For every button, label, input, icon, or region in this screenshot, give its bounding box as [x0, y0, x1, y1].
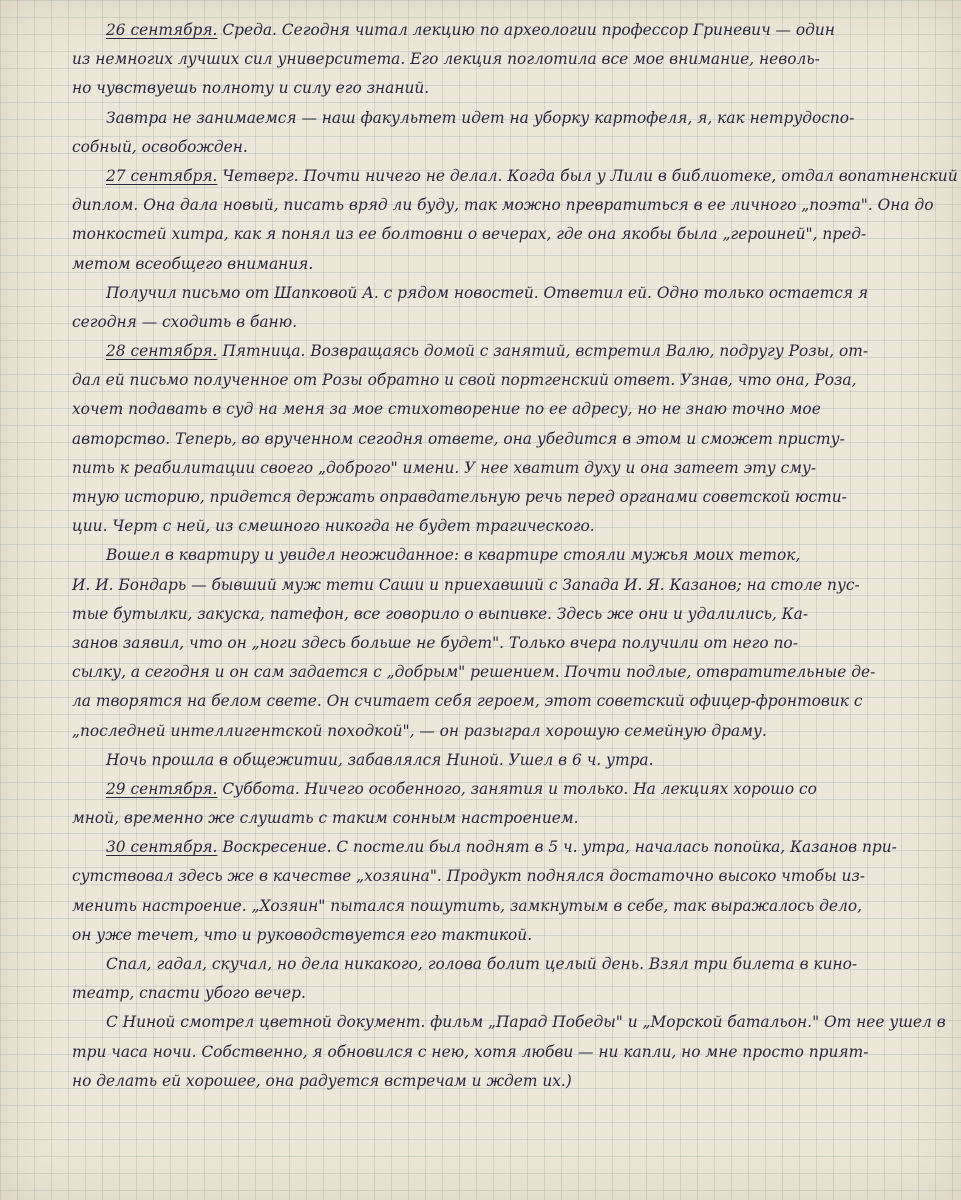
diary-line [72, 104, 878, 133]
diary-line [72, 191, 934, 220]
diary-line [72, 979, 878, 1008]
line-text: мной, временно же слушать с таким сонным настроением. [72, 809, 579, 828]
diary-line [72, 250, 878, 279]
diary-line [72, 425, 878, 454]
diary-line [72, 1008, 946, 1037]
diary-line [72, 16, 878, 45]
handwritten-diary-text [72, 16, 958, 1096]
line-text: Среда. Сегодня читал лекцию по археологии профессор Гриневич — один [217, 21, 835, 39]
diary-line [72, 892, 878, 921]
line-text: тонкостей хитра, как я понял из ее болтовни о вечерах, где она якобы была „героиней", пред- [72, 225, 867, 244]
line-text: метом всеобщего внимания. [72, 254, 314, 273]
line-text: театр, спасти убого вечер. [72, 984, 306, 1003]
diary-line [72, 541, 878, 570]
diary-line [72, 1038, 878, 1067]
line-text: Суббота. Ничего особенного, занятия и только. На лекциях хорошо со [217, 779, 817, 798]
diary-line [72, 600, 878, 629]
diary-line [72, 220, 878, 249]
diary-line [72, 921, 878, 950]
line-text: С Ниной смотрел цветной документ. фильм „Парад Победы" и „Морской батальон." От нее ушел в [106, 1013, 946, 1032]
line-text: он уже течет, что и руководствуется его тактикой. [72, 925, 533, 944]
diary-line [72, 804, 878, 833]
line-text: И. И. Бондарь — бывший муж тети Саши и приехавший с Запада И. Я. Казанов; на столе пус- [72, 575, 860, 594]
line-text: тную историю, придется держать оправдательную речь перед органами советской юсти- [72, 488, 847, 506]
line-text: „последней интеллигентской походкой", — он разыграл хорошую семейную драму. [72, 721, 767, 740]
diary-line [72, 746, 878, 775]
diary-line [72, 162, 958, 191]
diary-line [72, 658, 878, 687]
diary-line [72, 717, 878, 746]
diary-line [72, 512, 878, 541]
diary-line [72, 133, 878, 162]
diary-line [72, 45, 878, 74]
line-text: из немногих лучших сил университета. Его лекция поглотила все мое внимание, неволь- [72, 50, 820, 69]
line-text: хочет подавать в суд на меня за мое стихотворение по ее адресу, но не знаю точно мое [72, 400, 821, 419]
line-text: Получил письмо от Шапковой А. с рядом новостей. Ответил ей. Одно только остается я [106, 283, 869, 302]
diary-line [72, 279, 878, 308]
diary-line [72, 687, 878, 716]
entry-date: 30 сентября. [106, 838, 218, 857]
diary-line [72, 571, 878, 600]
entry-date: 29 сентября. [106, 779, 218, 798]
diary-line [72, 862, 878, 891]
diary-line [72, 950, 878, 979]
line-text: Пятница. Возвращаясь домой с занятий, встретил Валю, подругу Розы, от- [217, 342, 869, 361]
line-text: ла творятся на белом свете. Он считает себя героем, этот советский офицер-фронтовик с [72, 692, 863, 711]
line-text: занов заявил, что он „ноги здесь больше не будет". Только вчера получили от него по- [72, 633, 798, 652]
line-text: но чувствуешь полноту и силу его знаний. [72, 79, 430, 98]
diary-line [72, 74, 878, 103]
line-text: Завтра не занимаемся — наш факультет идет на уборку картофеля, я, как нетрудоспо- [106, 108, 855, 127]
line-text: собный, освобожден. [72, 137, 248, 156]
line-text: тые бутылки, закуска, патефон, все говорило о выпивке. Здесь же они и удалились, Ка- [72, 604, 809, 623]
line-text: менить настроение. „Хозяин" пытался пошутить, замкнутым в себе, так выражалось дело, [72, 896, 863, 915]
diary-line [72, 395, 878, 424]
diary-line [72, 1067, 878, 1096]
line-text: Воскресение. С постели был поднят в 5 ч. утра, началась попойка, Казанов при- [217, 838, 897, 857]
line-text: ции. Черт с ней, из смешного никогда не будет трагического. [72, 517, 595, 536]
line-text: Четверг. Почти ничего не делал. Когда был у Лили в библиотеке, отдал вопатненский [217, 166, 958, 185]
line-text: сутствовал здесь же в качестве „хозяина". Продукт поднялся достаточно высоко чтобы из- [72, 867, 866, 886]
line-text: Спал, гадал, скучал, но дела никакого, голова болит целый день. Взял три билета в кино- [106, 955, 858, 973]
diary-line [72, 833, 897, 862]
diary-line [72, 629, 878, 658]
diary-line [72, 454, 878, 483]
line-text: сылку, а сегодня и он сам задается с „добрым" решением. Почти подлые, отвратительные де- [72, 663, 876, 682]
diary-line [72, 483, 878, 512]
line-text: дал ей письмо полученное от Розы обратно и свой портгенский ответ. Узнав, что она, Роза, [72, 371, 857, 390]
line-text: Ночь прошла в общежитии, забавлялся Ниной. Ушел в 6 ч. утра. [106, 750, 654, 769]
line-text: пить к реабилитации своего „доброго" имени. У нее хватит духу и она затеет эту сму- [72, 458, 817, 477]
line-text: сегодня — сходить в баню. [72, 312, 298, 331]
entry-date: 26 сентября. [106, 21, 218, 39]
diary-line [72, 775, 878, 804]
entry-date: 27 сентября. [106, 166, 218, 185]
line-text: диплом. Она дала новый, писать вряд ли буду, так можно превратиться в ее личного „поэта". Она до [72, 196, 934, 215]
line-text: Вошел в квартиру и увидел неожиданное: в квартире стояли мужья моих теток, [106, 546, 801, 565]
line-text: три часа ночи. Собственно, я обновился с нею, хотя любви — ни капли, но мне просто прият- [72, 1042, 869, 1061]
diary-line [72, 366, 878, 395]
diary-line [72, 337, 878, 366]
entry-date: 28 сентября. [106, 342, 218, 361]
diary-line [72, 308, 878, 337]
line-text: но делать ей хорошее, она радуется встречам и ждет их.) [72, 1071, 572, 1090]
line-text: авторство. Теперь, во врученном сегодня ответе, она убедится в этом и сможет присту- [72, 429, 845, 448]
